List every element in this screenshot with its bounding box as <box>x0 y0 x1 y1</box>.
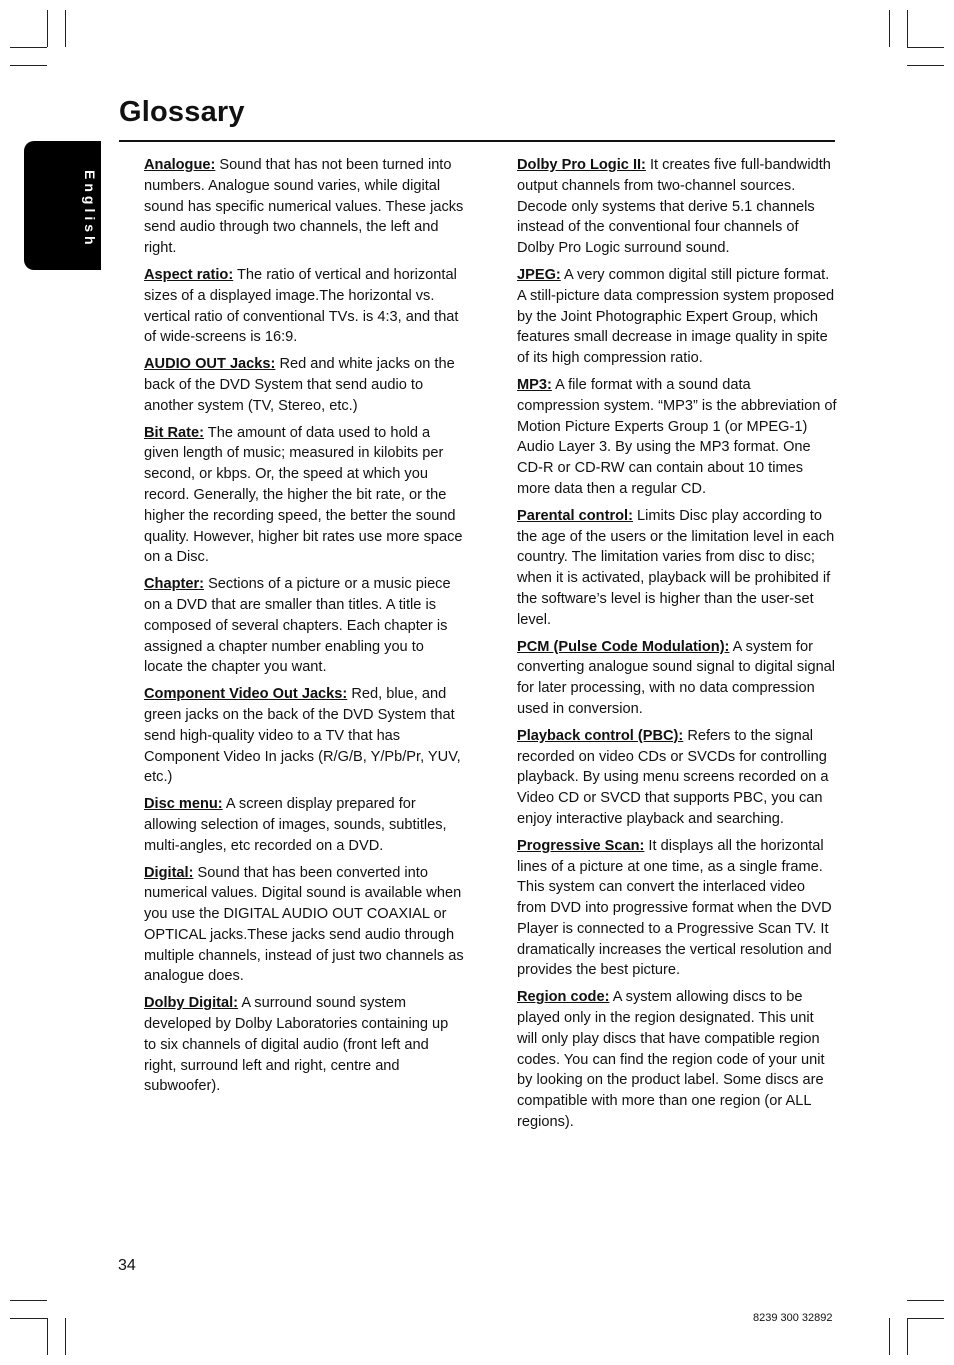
glossary-entry-analogue <box>144 155 464 259</box>
glossary-entry-dolby-pro-logic <box>517 155 837 259</box>
glossary-entry-bit-rate <box>144 423 464 569</box>
glossary-term: PCM (Pulse Code Modulation): <box>517 638 730 655</box>
glossary-definition: It displays all the horizontal lines of a picture at one time, as a single frame. This system can convert the interlaced video from DVD into progressive format when the DVD Player is connected to a Progressive Scan TV. It dramatically increases the vertical resolution and provides the best picture. <box>517 837 832 979</box>
glossary-term: Dolby Pro Logic II: <box>517 157 646 173</box>
glossary-entry-component-video <box>144 684 464 788</box>
glossary-definition: Red and white jacks on the back of the DVD System that send audio to another system (TV, Stereo, etc.) <box>144 356 455 414</box>
glossary-definition: Sections of a picture or a music piece on a DVD that are smaller than titles. A title is composed of several chapters. Each chapter is assigned a chapter number enabling you to locate the chapter you want. <box>144 576 451 676</box>
glossary-entry-dolby-digital <box>144 993 464 1097</box>
glossary-term: Parental control: <box>517 507 633 524</box>
glossary-term: AUDIO OUT Jacks: <box>144 356 276 373</box>
glossary-definition: A screen display prepared for allowing selection of images, sounds, subtitles, multi-angles, etc recorded on a DVD. <box>144 796 447 854</box>
glossary-definition: The ratio of vertical and horizontal sizes of a displayed image.The horizontal vs. vertical ratio of conventional TVs. is 4:3, and that of wide-screens is 16:9. <box>144 266 459 346</box>
glossary-definition: A system for converting analogue sound signal to digital signal for later processing, with no data compression used in conversion. <box>517 638 836 717</box>
glossary-entry-progressive-scan <box>517 836 837 982</box>
glossary-entry-playback-control <box>517 726 837 830</box>
glossary-entry-pcm <box>517 637 837 720</box>
glossary-definition: A very common digital still picture format. A still-picture data compression system proposed by the Joint Photographic Expert Group, which features small decrease in image quality in spite of its high compression ratio. <box>517 266 835 367</box>
glossary-definition: A system allowing discs to be played only in the region designated. This unit will only play discs that have compatible region codes. You can find the region code of your unit by looking on the product label. Some discs are compatible with more than one region (or ALL regions). <box>517 989 825 1131</box>
glossary-column-right <box>517 155 837 1139</box>
glossary-term: Playback control (PBC): <box>517 727 684 744</box>
glossary-entry-chapter <box>144 574 464 678</box>
glossary-definition: Sound that has been converted into numerical values. Digital sound is available when you use the DIGITAL AUDIO OUT COAXIAL or OPTICAL jacks.These jacks send audio through multiple channels, instead of just two channels as analogue does. <box>144 864 464 985</box>
glossary-entry-mp3 <box>517 375 837 500</box>
glossary-term: Component Video Out Jacks: <box>144 686 348 703</box>
glossary-term: Aspect ratio: <box>144 266 234 283</box>
glossary-definition: A surround sound system developed by Dolby Laboratories containing up to six channels of digital audio (front left and right, surround left and right, centre and subwoofer). <box>144 995 449 1095</box>
glossary-term: Digital: <box>144 864 194 881</box>
glossary-term: Dolby Digital: <box>144 995 239 1012</box>
glossary-definition: Red, blue, and green jacks on the back of the DVD System that send high-quality video to a TV that has Component Video In jacks (R/G/B, Y/Pb/Pr, YUV, etc.) <box>144 686 461 786</box>
glossary-definition: Refers to the signal recorded on video CDs or SVCDs for controlling playback. By using menu screens recorded on a Video CD or SVCD that supports PBC, you can enjoy interactive playback and searching. <box>517 727 829 827</box>
title-rule <box>119 140 835 142</box>
glossary-term: Analogue: <box>144 157 216 173</box>
glossary-entry-digital <box>144 863 464 988</box>
glossary-entry-audio-out-jacks <box>144 354 464 416</box>
glossary-entry-disc-menu <box>144 794 464 856</box>
glossary-entry-region-code <box>517 987 837 1133</box>
glossary-term: Disc menu: <box>144 796 223 813</box>
glossary-entry-aspect-ratio <box>144 265 464 348</box>
glossary-term: Bit Rate: <box>144 424 204 441</box>
glossary-definition: The amount of data used to hold a given length of music; measured in kilobits per second, or kbps. Or, the speed at which you record. Generally, the higher the bit rate, or the higher the recording speed, the better the sound quality. However, higher bit rates use more space on a Disc. <box>144 424 463 566</box>
glossary-entry-jpeg <box>517 265 837 369</box>
page-number: 34 <box>118 1257 136 1274</box>
glossary-definition: Limits Disc play according to the age of the users or the limitation level in each country. The limitation varies from disc to disc; when it is activated, playback will be prohibited if the software’s level is higher than the user-set level. <box>517 507 835 628</box>
glossary-definition: It creates five full-bandwidth output channels from two-channel sources. Decode only systems that derive 5.1 channels instead of the conventional four channels of Dolby Pro Logic surround sound. <box>517 157 831 257</box>
glossary-term: JPEG: <box>517 266 561 283</box>
page-title: Glossary <box>119 96 245 128</box>
glossary-term: Chapter: <box>144 576 204 593</box>
glossary-term: Region code: <box>517 989 610 1006</box>
glossary-entry-parental-control <box>517 506 837 631</box>
language-tab-label: English <box>82 170 98 249</box>
glossary-definition: A file format with a sound data compression system. “MP3” is the abbreviation of Motion Picture Experts Group 1 (or MPEG-1) Audio Layer 3. By using the MP3 format. One CD-R or CD-RW can contain about 10 times more data then a regular CD. <box>517 376 837 497</box>
glossary-column-left <box>144 155 464 1103</box>
glossary-definition: Sound that has not been turned into numbers. Analogue sound varies, while digital sound has specific numerical values. These jacks send audio through two channels, the left and right. <box>144 157 464 257</box>
glossary-term: MP3: <box>517 376 552 393</box>
document-code: 8239 300 32892 <box>753 1312 833 1324</box>
glossary-term: Progressive Scan: <box>517 837 645 854</box>
